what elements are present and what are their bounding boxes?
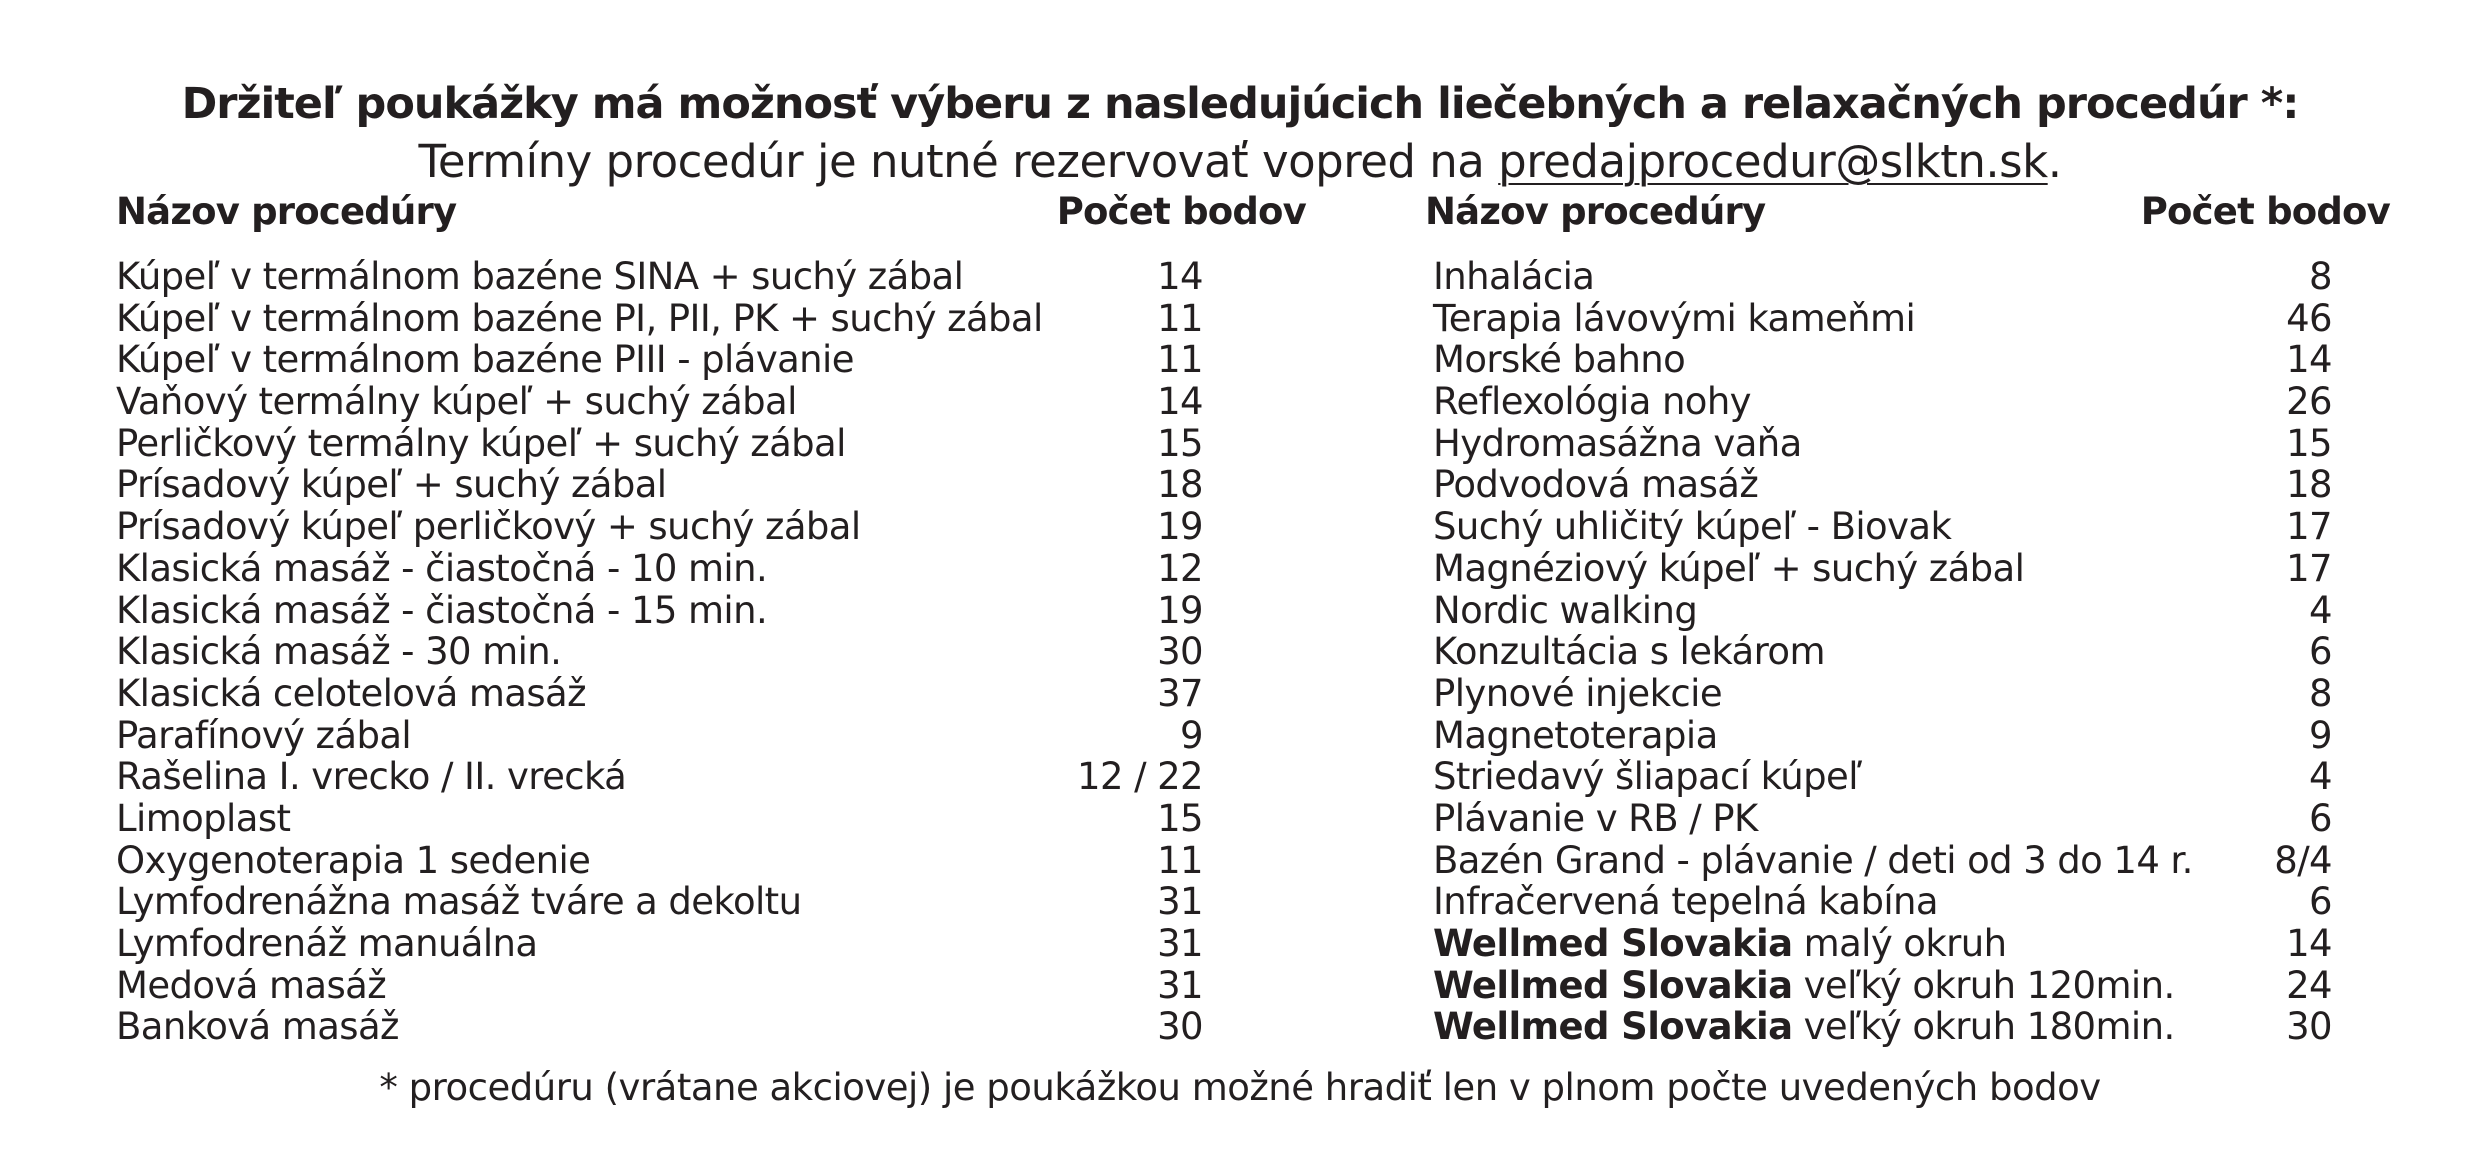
procedure-row (116, 673, 1306, 715)
procedure-name: Infračervená tepelná kabína (1433, 880, 1938, 924)
procedure-row (116, 423, 1306, 465)
procedure-row (116, 339, 1306, 381)
procedure-points: 19 (1157, 505, 1203, 549)
procedure-row (116, 298, 1306, 340)
reservation-text: Termíny procedúr je nutné rezervovať vopred na (418, 135, 1499, 188)
procedure-name: Nordic walking (1433, 588, 1698, 632)
procedure-row (1425, 339, 2390, 381)
procedure-points: 37 (1157, 671, 1203, 715)
procedure-name: Reflexológia nohy (1433, 380, 1751, 424)
procedure-row (116, 965, 1306, 1007)
procedure-points: 17 (2286, 546, 2332, 590)
procedure-name: Terapia lávovými kameňmi (1433, 296, 1916, 340)
procedure-row (1425, 631, 2390, 673)
procedure-name: Rašelina I. vrecko / II. vrecká (116, 755, 627, 799)
procedure-points: 18 (2286, 463, 2332, 507)
procedure-row (116, 840, 1306, 882)
procedure-row (1425, 548, 2390, 590)
email-link[interactable]: predajprocedur@slktn.sk (1498, 135, 2048, 188)
procedure-row (1425, 965, 2390, 1007)
procedure-name-text: veľký okruh 180min. (1792, 1005, 2175, 1049)
procedure-row (116, 631, 1306, 673)
procedure-points: 15 (2286, 421, 2332, 465)
procedure-row (1425, 673, 2390, 715)
procedure-points: 30 (1157, 630, 1203, 674)
procedure-points: 18 (1157, 463, 1203, 507)
procedure-points: 31 (1157, 880, 1203, 924)
page-title: Držiteľ poukážky má možnosť výberu z nasledujúcich liečebných a relaxačných procedúr *: (181, 79, 2299, 129)
procedure-row (1425, 464, 2390, 506)
procedure-points: 11 (1157, 296, 1203, 340)
procedure-points: 14 (2286, 922, 2332, 965)
procedure-row (116, 381, 1306, 423)
reservation-note (0, 130, 2480, 194)
procedure-points: 9 (1180, 713, 1203, 757)
procedure-name: Hydromasážna vaňa (1433, 421, 1802, 465)
procedure-row (116, 590, 1306, 632)
procedure-name: Magnetoterapia (1433, 713, 1718, 757)
brand-name: Wellmed Slovakia (1433, 963, 1793, 1007)
procedure-row (1425, 506, 2390, 548)
procedure-name: Lymfodrenáž manuálna (116, 922, 538, 965)
procedure-list (1425, 256, 2390, 1048)
procedure-name (1433, 923, 2006, 965)
brand-name: Wellmed Slovakia (1433, 1005, 1793, 1049)
procedure-points: 12 / 22 (1077, 755, 1203, 799)
procedure-name: Kúpeľ v termálnom bazéne SINA + suchý zábal (116, 255, 964, 298)
procedure-row (116, 715, 1306, 757)
procedure-name: Medová masáž (116, 963, 387, 1007)
procedure-points: 14 (2286, 338, 2332, 382)
procedure-name-text: veľký okruh 120min. (1792, 963, 2175, 1007)
procedure-points: 30 (1157, 1005, 1203, 1049)
procedure-row (116, 881, 1306, 923)
procedure-points: 9 (2309, 713, 2332, 757)
procedure-row (1425, 840, 2390, 882)
procedure-row (116, 1006, 1306, 1048)
procedure-name-text: malý okruh (1792, 922, 2007, 965)
procedure-name: Vaňový termálny kúpeľ + suchý zábal (116, 380, 797, 424)
procedure-row (1425, 590, 2390, 632)
procedure-points: 6 (2309, 796, 2332, 840)
procedure-points: 17 (2286, 505, 2332, 549)
procedure-points: 12 (1157, 546, 1203, 590)
header-procedure-name: Názov procedúry (116, 190, 457, 233)
procedure-row (116, 256, 1306, 298)
procedure-points: 8 (2309, 671, 2332, 715)
brand-name: Wellmed Slovakia (1433, 922, 1793, 965)
procedure-name: Konzultácia s lekárom (1433, 630, 1825, 674)
procedure-row (116, 923, 1306, 965)
procedure-name: Suchý uhličitý kúpeľ - Biovak (1433, 505, 1952, 549)
procedure-name: Klasická celotelová masáž (116, 671, 586, 715)
procedure-name: Kúpeľ v termálnom bazéne PIII - plávanie (116, 338, 854, 382)
procedure-points: 24 (2286, 963, 2332, 1007)
procedure-name: Bazén Grand - plávanie / deti od 3 do 14 r. (1433, 838, 2193, 882)
procedure-points: 4 (2309, 588, 2332, 632)
procedure-name: Perličkový termálny kúpeľ + suchý zábal (116, 421, 846, 465)
procedure-points: 8/4 (2274, 838, 2332, 882)
column-header (116, 190, 1306, 246)
procedure-name: Klasická masáž - čiastočná - 10 min. (116, 546, 768, 590)
procedure-row (116, 548, 1306, 590)
procedure-points: 31 (1157, 922, 1203, 965)
procedure-row (1425, 881, 2390, 923)
procedure-points: 15 (1157, 421, 1203, 465)
procedure-points: 11 (1157, 338, 1203, 382)
procedure-points: 11 (1157, 838, 1203, 882)
header-points: Počet bodov (2140, 190, 2390, 233)
procedure-row (116, 798, 1306, 840)
footnote: * procedúru (vrátane akciovej) je poukážkou možné hradiť len v plnom počte uvedených bodov (379, 1066, 2101, 1109)
procedure-name: Klasická masáž - 30 min. (116, 630, 562, 674)
procedure-name: Morské bahno (1433, 338, 1686, 382)
procedure-row (1425, 756, 2390, 798)
procedure-row (1425, 715, 2390, 757)
procedure-points: 31 (1157, 963, 1203, 1007)
procedure-points: 19 (1157, 588, 1203, 632)
procedure-points: 26 (2286, 380, 2332, 424)
procedure-points: 6 (2309, 880, 2332, 924)
header-points: Počet bodov (1056, 190, 1306, 233)
procedure-row (1425, 798, 2390, 840)
procedure-name: Klasická masáž - čiastočná - 15 min. (116, 588, 768, 632)
procedure-name: Inhalácia (1433, 255, 1595, 298)
procedure-row (1425, 256, 2390, 298)
procedure-points: 6 (2309, 630, 2332, 674)
procedures-column-right (1425, 190, 2390, 1048)
procedure-name: Striedavý šliapací kúpeľ (1433, 755, 1862, 799)
procedure-points: 8 (2309, 255, 2332, 298)
procedure-points: 46 (2286, 296, 2332, 340)
procedure-row (1425, 923, 2390, 965)
procedure-name: Magnéziový kúpeľ + suchý zábal (1433, 546, 2025, 590)
procedure-row (116, 464, 1306, 506)
procedure-points: 15 (1157, 796, 1203, 840)
procedure-row (1425, 1006, 2390, 1048)
procedure-name (1433, 965, 2175, 1007)
procedure-name: Lymfodrenážna masáž tváre a dekoltu (116, 880, 802, 924)
procedure-name: Limoplast (116, 796, 291, 840)
column-header (1425, 190, 2390, 246)
procedure-name: Oxygenoterapia 1 sedenie (116, 838, 591, 882)
procedure-name (1433, 1006, 2175, 1048)
procedure-name: Prísadový kúpeľ + suchý zábal (116, 463, 667, 507)
procedure-row (1425, 381, 2390, 423)
procedure-points: 14 (1157, 380, 1203, 424)
procedure-points: 4 (2309, 755, 2332, 799)
procedure-name: Plynové injekcie (1433, 671, 1722, 715)
procedure-row (1425, 423, 2390, 465)
procedure-points: 30 (2286, 1005, 2332, 1049)
procedure-name: Podvodová masáž (1433, 463, 1759, 507)
header-procedure-name: Názov procedúry (1425, 190, 1766, 233)
reservation-end: . (2047, 135, 2062, 188)
procedure-row (116, 756, 1306, 798)
procedure-name: Plávanie v RB / PK (1433, 796, 1758, 840)
procedure-row (1425, 298, 2390, 340)
procedure-name: Prísadový kúpeľ perličkový + suchý zábal (116, 505, 861, 549)
procedure-list (116, 256, 1306, 1048)
procedure-name: Kúpeľ v termálnom bazéne PI, PII, PK + suchý zábal (116, 296, 1043, 340)
procedure-row (116, 506, 1306, 548)
procedure-name: Banková masáž (116, 1005, 399, 1049)
procedures-column-left (116, 190, 1306, 1048)
procedure-name: Parafínový zábal (116, 713, 412, 757)
procedure-points: 14 (1157, 255, 1203, 298)
